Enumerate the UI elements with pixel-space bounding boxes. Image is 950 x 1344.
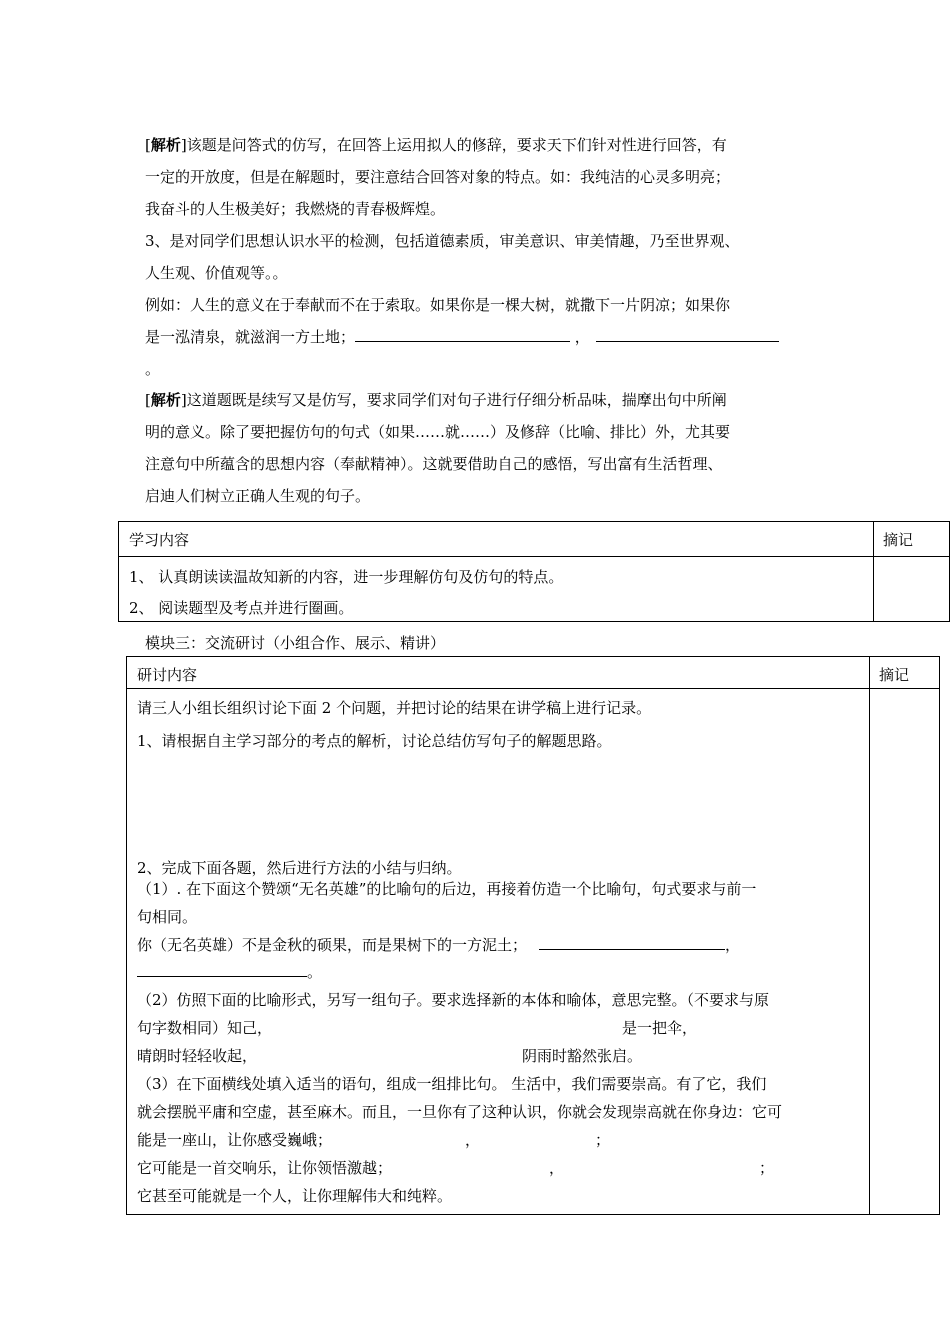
analysis2-line-1 — [145, 390, 727, 410]
module3-title: 模块三：交流研讨（小组合作、展示、精讲） — [145, 634, 446, 652]
analysis2-line-3: 注意句中所蕴含的思想内容（奉献精神）。这就要借助自己的感悟，写出富有生活哲理、 — [145, 455, 723, 473]
analysis-line-3: 我奋斗的人生极美好；我燃烧的青春极辉煌。 — [145, 200, 446, 218]
subquestion-3-line-3c: ； — [595, 1131, 611, 1149]
answer-blank[interactable] — [355, 327, 570, 342]
answer-blank[interactable] — [137, 962, 307, 977]
example-comma: ， — [574, 328, 590, 346]
subquestion-3-line-1: （3）在下面横线处填入适当的语句，组成一组排比句。 生活中，我们需要崇高。有了它，我们 — [137, 1075, 767, 1093]
example-line-3: 。 — [145, 360, 161, 378]
subquestion-3-line-2: 就会摆脱平庸和空虚，甚至麻木。而且，一旦你有了这种认识，你就会发现崇高就在你身边：它可 — [137, 1103, 783, 1121]
subquestion-1-line-1: （1）. 在下面这个赞颂“无名英雄”的比喻句的后边，再接着仿造一个比喻句，句式要求与前一 — [137, 880, 757, 898]
subquestion-3-line-4c: ； — [759, 1159, 775, 1177]
table-divider — [118, 556, 950, 557]
study-item-1: 1、 认真朗读读温故知新的内容，进一步理解仿句及仿句的特点。 — [129, 568, 564, 586]
table-divider — [126, 688, 940, 689]
question-2: 2、完成下面各题，然后进行方法的小结与归纳。 — [137, 859, 462, 877]
table-divider — [869, 656, 870, 1215]
analysis-text: 该题是问答式的仿写，在回答上运用拟人的修辞，要求天下们针对性进行回答，有 — [186, 136, 727, 154]
subquestion-2-line-3a: 晴朗时轻轻收起， — [137, 1047, 258, 1065]
answer-blank[interactable] — [539, 935, 725, 950]
example-line-2 — [145, 327, 779, 347]
subquestion-3-line-4b: ， — [549, 1159, 565, 1177]
metaphor-comma: ， — [725, 936, 741, 954]
discussion-content-header: 研讨内容 — [137, 666, 198, 684]
point3-line-2: 人生观、价值观等。。 — [145, 264, 288, 282]
analysis-text: 这道题既是续写又是仿写，要求同学们对句子进行仔细分析品味，揣摩出句中所阐 — [186, 391, 727, 409]
subquestion-3-line-5: 它甚至可能就是一个人，让你理解伟大和纯粹。 — [137, 1187, 453, 1205]
subquestion-2-line-3b: 阴雨时豁然张启。 — [522, 1047, 643, 1065]
subquestion-1-line-3 — [137, 935, 740, 955]
metaphor-text: 你（无名英雄）不是金秋的硕果，而是果树下的一方泥土； — [137, 936, 528, 954]
question-1: 1、请根据自主学习部分的考点的解析，讨论总结仿写句子的解题思路。 — [137, 732, 612, 750]
example-line-1: 例如：人生的意义在于奉献而不在于索取。如果你是一棵大树，就撒下一片阴凉；如果你 — [145, 296, 731, 314]
analysis2-line-2: 明的意义。除了要把握仿句的句式（如果……就……）及修辞（比喻、排比）外，尤其要 — [145, 423, 731, 441]
notes-header: 摘记 — [883, 531, 914, 549]
bracket-open: [ — [145, 391, 151, 409]
study-content-header: 学习内容 — [129, 531, 190, 549]
table-divider — [873, 521, 874, 622]
metaphor-end: 。 — [307, 963, 323, 981]
bracket-open: [ — [145, 136, 151, 154]
point3-line-1: 3、是对同学们思想认识水平的检测，包括道德素质，审美意识、审美情趣，乃至世界观、 — [145, 232, 740, 250]
answer-blank[interactable] — [596, 327, 779, 342]
analysis-tag: 解析 — [150, 136, 181, 154]
study-item-2: 2、 阅读题型及考点并进行圈画。 — [129, 599, 354, 617]
bracket-close: ] — [180, 391, 187, 409]
subquestion-3-line-4a: 它可能是一首交响乐，让你领悟激越； — [137, 1159, 393, 1177]
example-text: 是一泓清泉，就滋润一方土地； — [145, 328, 356, 346]
analysis-line-2: 一定的开放度，但是在解题时，要注意结合回答对象的特点。如：我纯洁的心灵多明亮； — [145, 168, 731, 186]
bracket-close: ] — [180, 136, 187, 154]
subquestion-3-line-3b: ， — [465, 1131, 481, 1149]
subquestion-3-line-3a: 能是一座山，让你感受巍峨； — [137, 1131, 333, 1149]
subquestion-2-line-2b: 是一把伞， — [622, 1019, 698, 1037]
analysis-line-1 — [145, 135, 727, 155]
discussion-intro: 请三人小组长组织讨论下面 2 个问题，并把讨论的结果在讲学稿上进行记录。 — [137, 699, 652, 717]
subquestion-2-line-1: （2）仿照下面的比喻形式，另写一组句子。要求选择新的本体和喻体，意思完整。（不要求与原 — [137, 991, 770, 1009]
analysis2-line-4: 启迪人们树立正确人生观的句子。 — [145, 487, 371, 505]
subquestion-2-line-2a: 句字数相同）知己， — [137, 1019, 273, 1037]
subquestion-1-line-2: 句相同。 — [137, 908, 198, 926]
notes-header: 摘记 — [879, 666, 910, 684]
subquestion-1-line-4 — [137, 962, 322, 982]
analysis-tag: 解析 — [150, 391, 181, 409]
